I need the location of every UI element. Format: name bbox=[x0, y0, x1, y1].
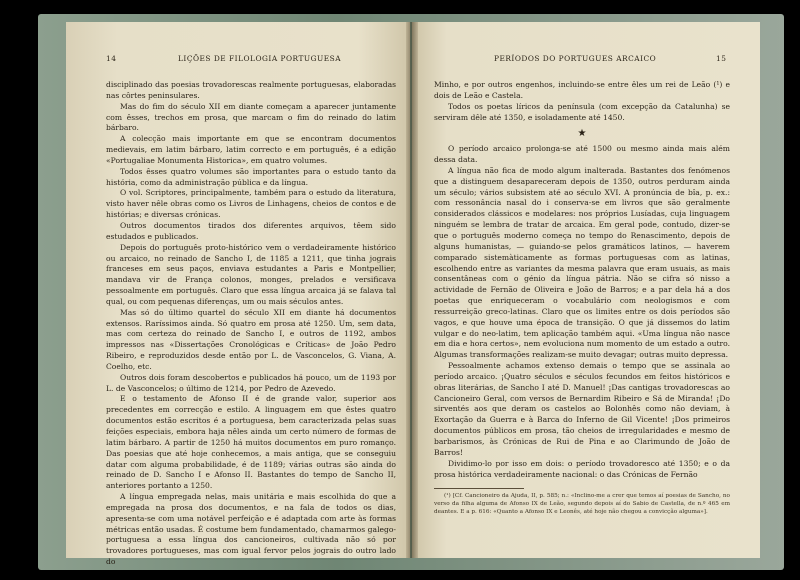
paragraph: Mas só do último quartel do século XII em diante há documentos extensos. Raríssimos ainda. Só quatro em prosa até 1250. Um, sem data, mas com certeza do reinado de Sancho I, e outros de 1192, ambos impressos nas «Dissertações Cronológicas e Críticas» de João Pedro Ribeiro, e reproduzidos desde então por L. de Vasconcelos, G. Viana, A. Coelho, etc. bbox=[106, 307, 396, 371]
paragraph: Pessoalmente achamos extenso demais o tempo que se assinala ao período arcaico. ¡Quatro séculos e séculos fecundos em feitos históricos e obras literárias, de Sancho I até D. Manuel! ¡Das cantigas trovadorescas ao Cancioneiro Geral, com versos de Bernardim Ribeiro e Sá de Miranda! ¡Do sirventés aos que deram os castelos ao Bolonhês como não deviam, à Exortação da Guerra e à Barca do Inferno de Gil Vicente! ¡Dos primeiros documentos públicos em prosa, tão cheios de irregularidades e mesmo de barbarismos, às Crónicas de Rui de Pina e ao Clarimundo de João de Barros! bbox=[434, 361, 730, 457]
left-body-text bbox=[106, 80, 396, 568]
right-page bbox=[412, 22, 760, 558]
paragraph: Todos êsses quatro volumes são importantes para o estudo tanto da história, como da administração pública e da língua. bbox=[106, 166, 396, 187]
paragraph: Outros dois foram descobertos e publicados há pouco, um de 1193 por L. de Vasconcelos; o último de 1214, por Pedro de Azevedo. bbox=[106, 372, 396, 393]
paragraph: Minho, e por outros engenhos, incluindo-se entre êles um rei de Leão (¹) e dois de Leão e Castela. bbox=[434, 80, 730, 100]
paragraph: A língua empregada nelas, mais unitária e mais escolhida do que a empregada na prosa dos documentos, e na fala de todos os dias, apresenta-se com uma notável perfeição e é adaptada com arte às formas métricas então usadas. É costume bem fundamentado, chamarmos galego-portuguesa a essa língua dos cancioneiros, cultivada não só por trovadores portugueses, mas com igual fervor pelos jograis do outro lado do bbox=[106, 492, 396, 567]
page-number-right: 15 bbox=[716, 54, 727, 63]
left-page bbox=[66, 22, 410, 567]
paragraph: Mas do fim do século XII em diante começam a aparecer juntamente com êsses, trechos em prosa, que marcam o fim do reinado do latim bárbaro. bbox=[106, 101, 396, 133]
footnote-rule bbox=[434, 488, 524, 489]
running-head-right: PERÍODOS DO PORTUGUES ARCAICO bbox=[494, 54, 657, 63]
footnote-text: (¹) [Cf. Cancioneiro da Ajuda, II, p. 585; n.: «Inclino-me a crer que temos aí poesias de Sancho, no verso da filha alguma de Afonso IX de Leão, segundo depois aí do Sabio de Castella, de n.º 465 em deantes. E a p. 616: «Quanto a Afonso IX e Leonês, até hoje não chegou a convicção alguma»]. bbox=[434, 493, 730, 516]
paragraph: Dividimo-lo por isso em dois: o período trovadoresco até 1350; e o da prosa histórica verdadeiramente nacional: o das Crónicas de Fernão bbox=[434, 458, 730, 479]
paragraph: E o testamento de Afonso II é de grande valor, superior aos precedentes em correcção e estilo. A linguagem em que êstes quatro documentos estão escritos é a portuguesa, bem caracterizada pelas suas feições especiais, embora haja nêles ainda um certo número de formas de latim bárbaro. A partir de 1250 há muitos documentos em puro romanço. Das poesias que até hoje conhecemos, a mais antiga, que se conseguiu datar com alguma probabilidade, é de 1189; várias outras são ainda do reinado de D. Sancho I e Afonso II. Bastantes do tempo de Sancho II, anteriores portanto a 1250. bbox=[106, 394, 396, 491]
page-number-left: 14 bbox=[106, 54, 117, 63]
section-separator-star: ★ bbox=[577, 128, 587, 140]
paragraph: Depois do português proto-histórico vem o verdadeiramente histórico ou arcaico, no reinado de Sancho I, de 1185 a 1211, que tinha jograis franceses em seus paços, enviava estudantes a Paris e Montpellier, mandava vir de França colonos, monges, prelados e versificava pessoalmente em português. Claro que essa língua arcaica já se falava tal qual, ou com pequenas diferenças, um ou mais séculos antes. bbox=[106, 242, 396, 306]
paragraph: O período arcaico prolonga-se até 1500 ou mesmo ainda mais além dessa data. bbox=[434, 144, 730, 165]
paragraph: Todos os poetas líricos da península (com excepção da Catalunha) se serviram dêle até 1350, e isoladamente até 1450. bbox=[434, 101, 730, 122]
paragraph: O vol. Scriptores, principalmente, também para o estudo da literatura, visto haver nêle obras como os Livros de Linhagens, cheios de contos e de histórias; e diversas crónicas. bbox=[106, 188, 396, 220]
paragraph: A língua não fica de modo algum inalterada. Bastantes dos fenómenos que a distinguem desapareceram depois de 1350, outros perduram ainda um século; vários subsistem até ao século XVI. A pronúncia de bîa, p. ex.: com ressonância nasal do i conserva-se em livros que são geralmente considerados clássicos e modelares: nos próprios Lusíadas, cuja linguagem ninguém se lembra de tratar de arcaica. Em geral pode, contudo, dizer-se que o português moderno começa no tempo do Renascimento, depois de alguns humanistas, — guiando-se pelos gramáticos latinos, — haverem comparado sistemàticamente as formas portuguesas com as latinas, escolhendo entre as variantes da mesma palavra que eram usuais, as mais consentâneas com o génio da língua pátria. Não se cifra só nisso a actividade de Fernão de Oliveira e João de Barros; e a par dela há a dos poetas que enriqueceram o vocabulário com neologismos e com ressurreição greco-latinas. Claro que os limites entre os dois períodos são vagos, e que houve uma época de transição. O que já dissemos do latim vulgar e do neo-latim, tem aplicação também aqui. «Uma língua não nasce em dia e hora certos», nem evoluciona num momento de um estado a outro. Algumas transformações realizam-se muito devagar; outras muito depressa. bbox=[434, 165, 730, 360]
book-gutter bbox=[406, 22, 418, 558]
paragraph: disciplinado das poesias trovadorescas realmente portuguesas, elaboradas nas côrtes peninsulares. bbox=[106, 80, 396, 100]
footnote bbox=[434, 492, 730, 516]
open-book bbox=[66, 22, 760, 567]
paragraph: Outros documentos tirados dos diferentes arquivos, têem sido estudados e publicados. bbox=[106, 220, 396, 241]
paragraph: A colecção mais importante em que se encontram documentos medievais, em latim bárbaro, latim correcto e em português, é a edição «Portugaliae Monumenta Historica», em quatro volumes. bbox=[106, 134, 396, 165]
running-head-left: LIÇÕES DE FILOLOGIA PORTUGUESA bbox=[178, 54, 342, 63]
right-body-text bbox=[434, 80, 730, 516]
